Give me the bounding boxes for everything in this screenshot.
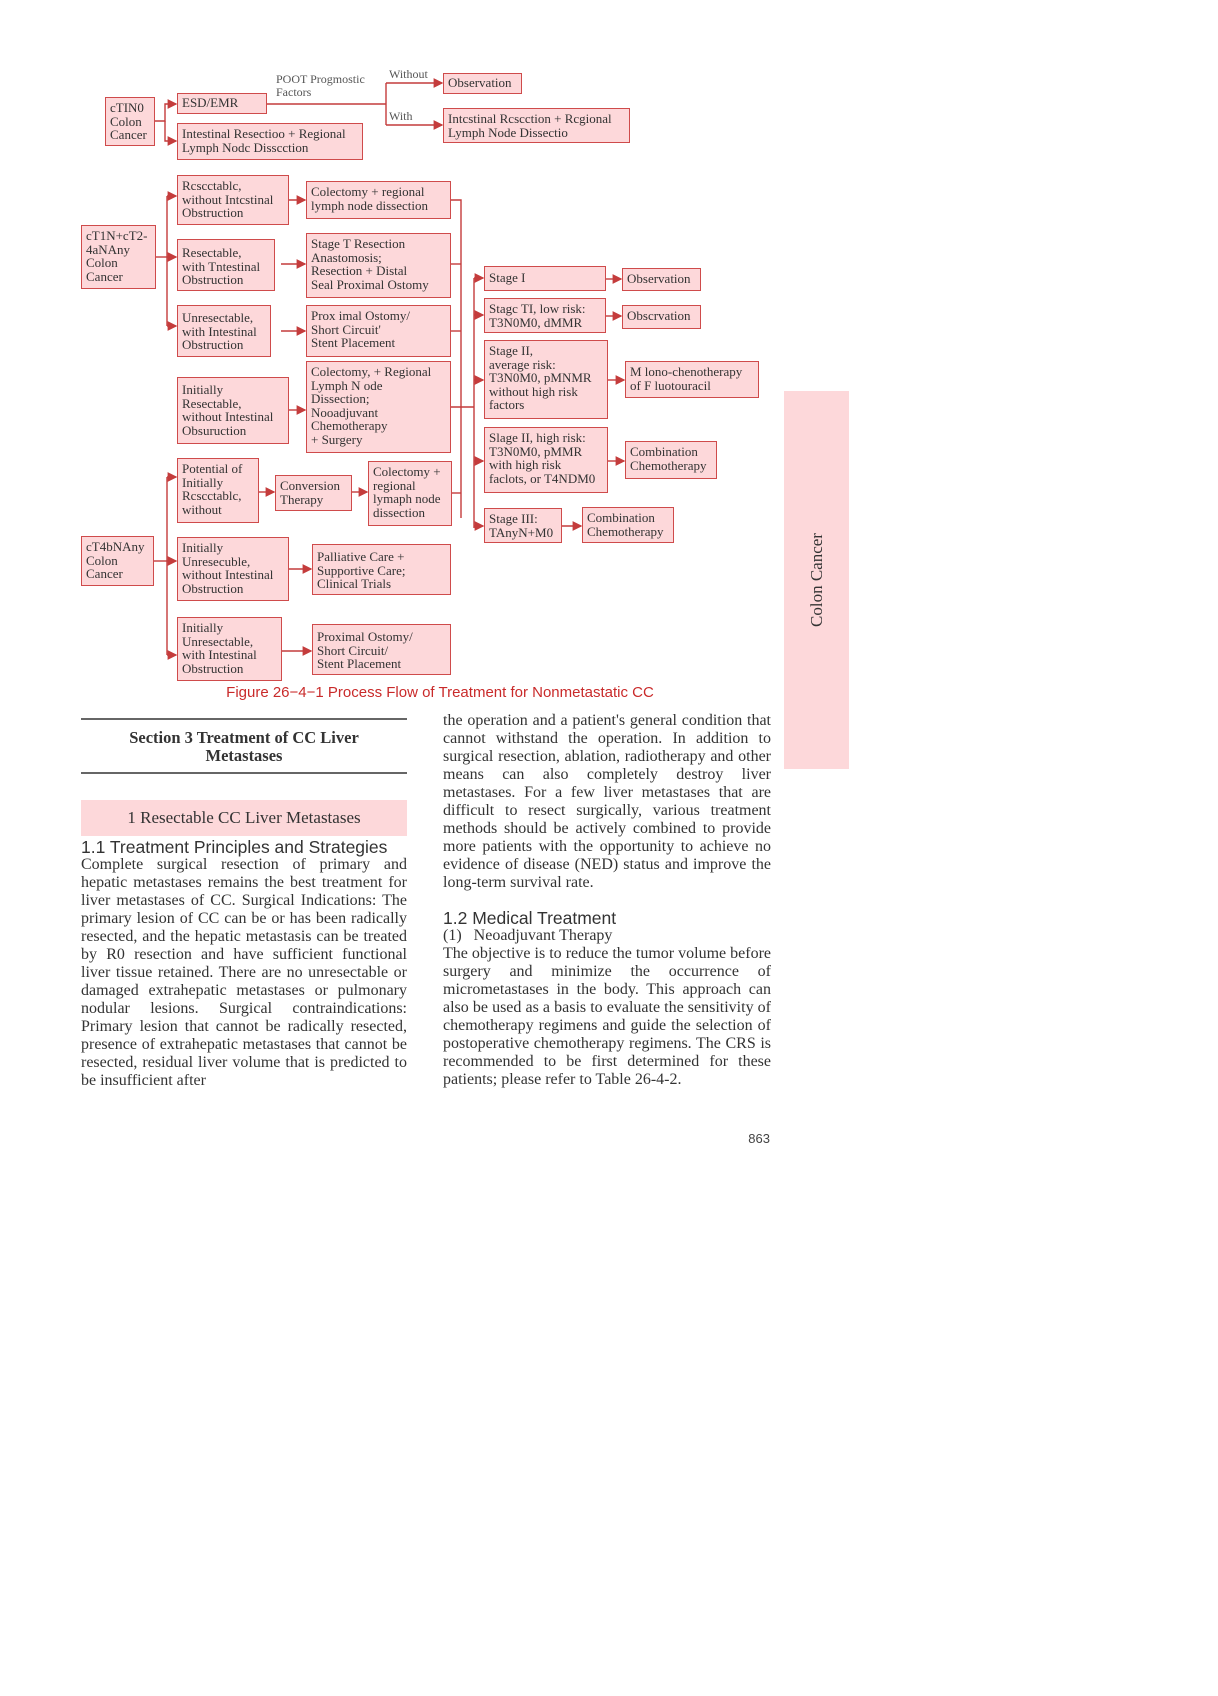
- label-prognostic-factors: POOT Progmostic Factors: [276, 72, 365, 99]
- node-stage-ii-average: Stage II, average risk: T3N0M0, pMNMR without high risk factors: [484, 340, 608, 419]
- node-proximal-ostomy: Prox imal Ostomy/ Short Circuit' Stent Placement: [306, 305, 451, 357]
- node-colectomy-lymph: Colectomy + regional lymaph node dissection: [368, 461, 452, 526]
- node-palliative-care: Palliative Care + Supportive Care; Clinical Trials: [312, 544, 451, 595]
- page-number: 863: [748, 1131, 770, 1146]
- node-potential-resectable: Potential of Initially Rcscctablc, without: [177, 458, 259, 523]
- node-ctin0: cTIN0 Colon Cancer: [105, 97, 155, 146]
- node-initially-resectable: Initially Resectable, without Intestinal Obsuruction: [177, 377, 289, 444]
- node-combination-chemo-1: Combination Chemotherapy: [625, 441, 717, 479]
- node-colectomy-neoadjuvant: Colectomy, + Regional Lymph N ode Dissection; Nooadjuvant Chemotherapy + Surgery: [306, 361, 451, 453]
- node-stage-t-resection: Stage T Resection Anastomosis; Resection + Distal Seal Proximal Ostomy: [306, 233, 451, 298]
- heading-1-1: 1.1 Treatment Principles and Strategies: [81, 837, 388, 857]
- node-colectomy-regional: Colectomy + regional lymph node dissection: [306, 181, 451, 219]
- node-combination-chemo-2: Combination Chemotherapy: [582, 507, 674, 543]
- node-conversion-therapy: Conversion Therapy: [275, 475, 352, 511]
- node-initially-unresecuble: Initially Unresecuble, without Intestinal Obstruction: [177, 537, 289, 601]
- node-observation-1: Observation: [622, 268, 701, 291]
- section-rule-top: [81, 718, 407, 720]
- node-stage-iii: Stage III: TAnyN+M0: [484, 508, 562, 543]
- node-stage-ii-high: Slage II, high risk: T3N0M0, pMMR with high risk faclots, or T4NDM0: [484, 427, 608, 493]
- node-resectable-no-obstruction: Rcscctablc, without Intcstinal Obstruction: [177, 175, 289, 225]
- paragraph-neoadjuvant: The objective is to reduce the tumor volume before surgery and minimize the occurrence of micrometastases in the body. This approach can also be used as a basis to evaluate the sensitivity of chemotherapy regimens and guide the selection of postoperative chemotherapy regimens. The CRS is recommended to be first determined for these patients; please refer to Table 26-4-2.: [443, 945, 771, 1088]
- section-title: Section 3 Treatment of CC Liver Metastases: [129, 728, 359, 765]
- subheading-neoadjuvant: (1) Neoadjuvant Therapy: [443, 927, 613, 944]
- node-mono-chemotherapy: M lono-chenotherapy of F luotouracil: [625, 361, 759, 398]
- label-with: With: [389, 109, 413, 123]
- node-stage-ii-low: Stagc TI, low risk: T3N0M0, dMMR: [484, 298, 606, 333]
- node-resectable-obstruction: Resectable, with Tntestinal Obstruction: [177, 239, 275, 291]
- node-unresectable-obstruction: Unresectable, with Intestinal Obstruction: [177, 305, 271, 357]
- chapter-sidebar-label: Colon Cancer: [806, 533, 826, 627]
- paragraph-right: the operation and a patient's general condition that cannot withstand the operation. In addition to surgical resection, ablation, radiotherapy and other means can also completely destroy liver metastases. For a few liver metastases that are difficult to resect surgically, various treatment methods should be actively combined to provide more patients with the opportunity to achieve no evidence of disease (NED) status and improve the long-term survival rate.: [443, 712, 771, 891]
- section-rule-bottom: [81, 772, 407, 774]
- node-resection-dissection: Intcstinal Rcscction + Rcgional Lymph Node Dissectio: [443, 108, 630, 143]
- figure-caption: Figure 26−4−1 Process Flow of Treatment for Nonmetastatic CC: [226, 684, 654, 701]
- node-intestinal-resection: Intestinal Resectioo + Regional Lymph Nodc Disscction: [177, 123, 363, 160]
- node-stage-i: Stage I: [484, 266, 606, 291]
- node-observation-2: Obscrvation: [622, 305, 701, 329]
- node-observation-top: Observation: [443, 73, 522, 94]
- chapter-sidebar: [784, 391, 849, 769]
- node-esd-emr: ESD/EMR: [177, 93, 267, 114]
- label-without: Without: [389, 67, 428, 81]
- subsection-heading: 1 Resectable CC Liver Metastases: [81, 800, 407, 836]
- node-proximal-ostomy-2: Proximal Ostomy/ Short Circuit/ Stent Placement: [312, 624, 451, 675]
- node-ct4b: cT4bNAny Colon Cancer: [81, 536, 154, 586]
- paragraph-left: Complete surgical resection of primary and hepatic metastases remains the best treatment for liver metastases of CC. Surgical Indications: The primary lesion of CC can be or has been radically resected, and the hepatic metastasis can be treated by R0 resection and have sufficient functional liver tissue retained. There are no unresectable or damaged extrahepatic metastases or pulmonary nodular lesions. Surgical contraindications: Primary lesion that cannot be radically resected, presence of extrahepatic metastases that cannot be resected, residual liver volume that is predicted to be insufficient after: [81, 856, 407, 1089]
- node-ct1n-ct2: cT1N+cT2- 4aNAny Colon Cancer: [81, 225, 156, 289]
- node-initially-unresectable-obstruction: Initially Unresectable, with Intestinal Obstruction: [177, 617, 282, 681]
- heading-1-2: 1.2 Medical Treatment: [443, 908, 617, 928]
